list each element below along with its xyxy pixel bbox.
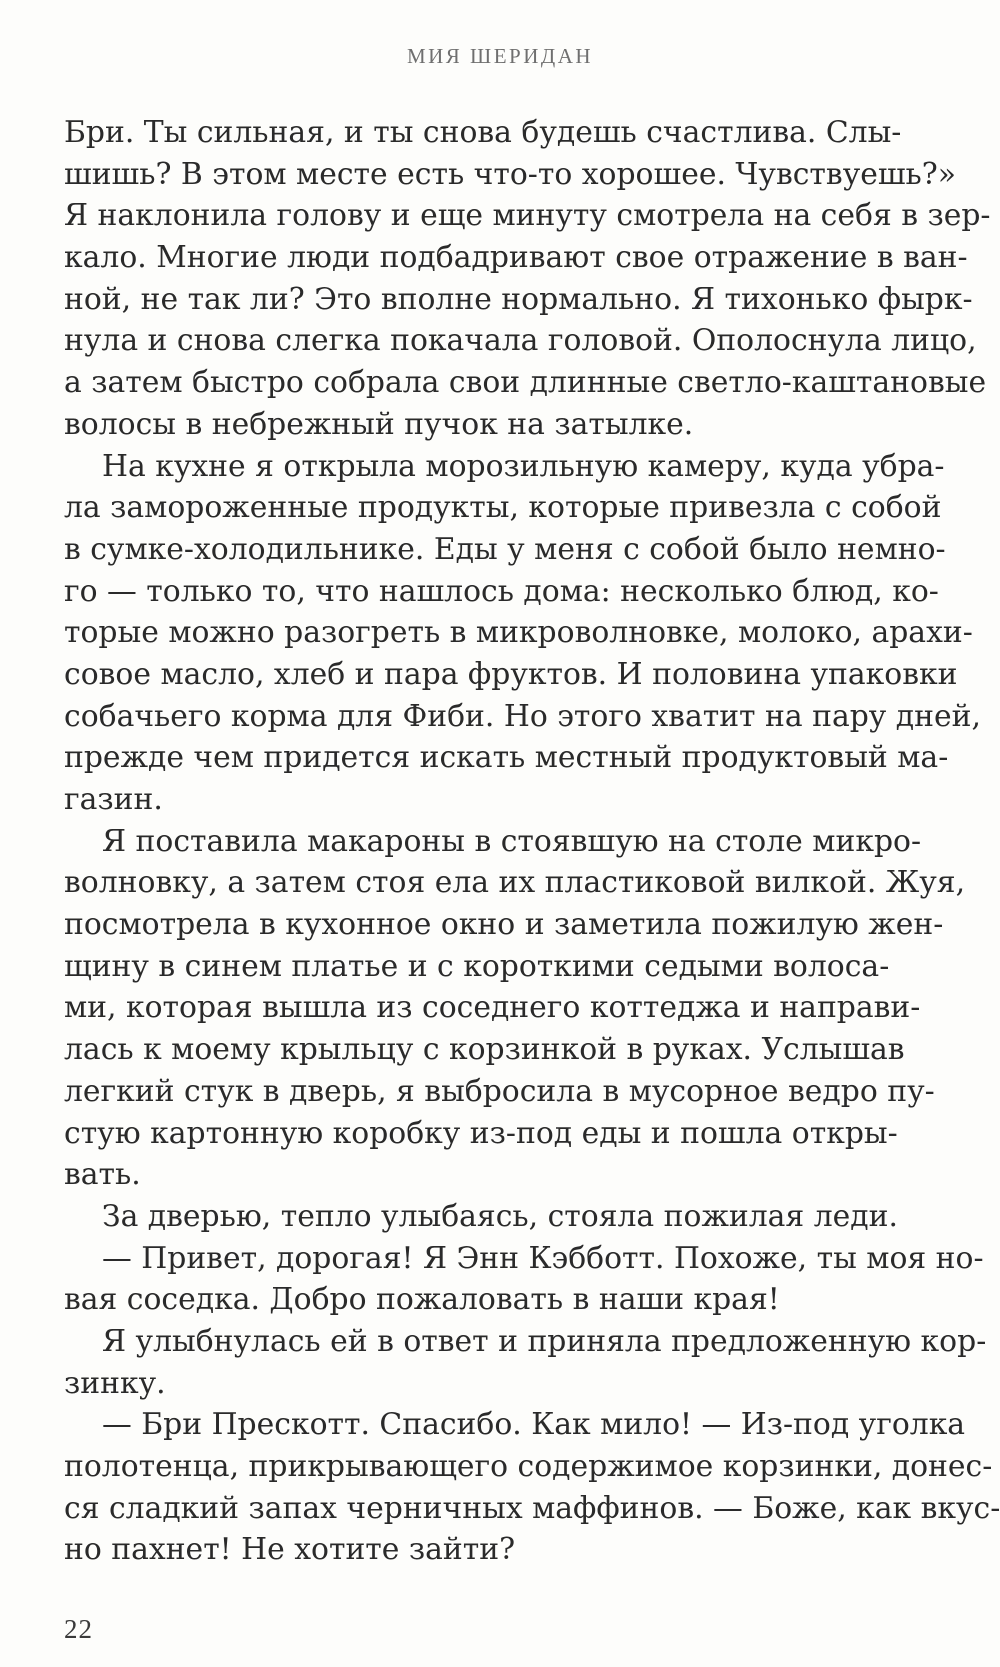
text-line: го — только то, что нашлось дома: несколько блюд, ко-: [64, 573, 939, 609]
text-line: совое масло, хлеб и пара фруктов. И половина упаковки: [64, 656, 958, 692]
text-line: шишь? В этом месте есть что-то хорошее. Чувствуешь?»: [64, 156, 956, 192]
text-line: торые можно разогреть в микроволновке, молоко, арахи-: [64, 615, 973, 651]
paragraph-first-line: Я улыбнулась ей в ответ и приняла предложенную кор-: [102, 1323, 987, 1359]
text-line: газин.: [64, 782, 163, 817]
text-line: легкий стук в дверь, я выбросила в мусорное ведро пу-: [64, 1073, 935, 1109]
page-number: 22: [64, 1614, 93, 1644]
text-line: ла замороженные продукты, которые привезла с собой: [64, 490, 942, 526]
text-line: прежде чем придется искать местный продуктовый ма-: [64, 740, 949, 776]
dialogue-line: — Привет, дорогая! Я Энн Кэбботт. Похоже, ты моя но-: [102, 1240, 984, 1276]
text-line: собачьего корма для Фиби. Но этого хватит на пару дней,: [64, 698, 981, 734]
text-line: лась к моему крыльцу с корзинкой в руках. Услышав: [64, 1032, 905, 1068]
paragraph-first-line: Я поставила макароны в стоявшую на столе микро-: [102, 823, 922, 859]
paragraph-first-line: На кухне я открыла морозильную камеру, куда убра-: [102, 448, 945, 484]
text-line: Я наклонила голову и еще минуту смотрела на себя в зер-: [64, 198, 991, 234]
text-line: ся сладкий запах черничных маффинов. — Боже, как вкус-: [64, 1490, 1000, 1526]
text-line: волосы в небрежный пучок на затылке.: [64, 406, 694, 442]
text-line: стую картонную коробку из-под еды и пошла откры-: [64, 1115, 898, 1151]
text-line: полотенца, прикрывающего содержимое корзинки, донес-: [64, 1449, 993, 1484]
running-head: МИЯ ШЕРИДАН: [406, 44, 594, 68]
paragraph-first-line: За дверью, тепло улыбаясь, стояла пожилая леди.: [102, 1198, 898, 1234]
text-line: а затем быстро собрала свои длинные светло-каштановые: [64, 365, 987, 401]
dialogue-line: — Бри Прескотт. Спасибо. Как мило! — Из-под уголка: [102, 1407, 966, 1443]
text-line: ми, которая вышла из соседнего коттеджа и направи-: [64, 990, 921, 1026]
text-line: в сумке-холодильнике. Еды у меня с собой было немно-: [64, 531, 946, 567]
text-line: щину в синем платье и с короткими седыми волоса-: [64, 948, 890, 984]
text-line: волновку, а затем стоя ела их пластиковой вилкой. Жуя,: [64, 865, 966, 901]
text-line: посмотрела в кухонное окно и заметила пожилую жен-: [64, 907, 944, 943]
body-text: [64, 112, 1000, 1571]
text-line: зинку.: [64, 1365, 166, 1401]
text-line: но пахнет! Не хотите зайти?: [64, 1532, 516, 1568]
text-line: вать.: [64, 1157, 141, 1193]
text-line: ной, не так ли? Это вполне нормально. Я тихонько фырк-: [64, 281, 973, 317]
text-line: Бри. Ты сильная, и ты снова будешь счастлива. Слы-: [64, 115, 902, 150]
text-line: нула и снова слегка покачала головой. Ополоснула лицо,: [64, 323, 977, 359]
text-line: вая соседка. Добро пожаловать в наши края!: [64, 1282, 780, 1318]
text-line: кало. Многие люди подбадривают свое отражение в ван-: [64, 240, 968, 276]
